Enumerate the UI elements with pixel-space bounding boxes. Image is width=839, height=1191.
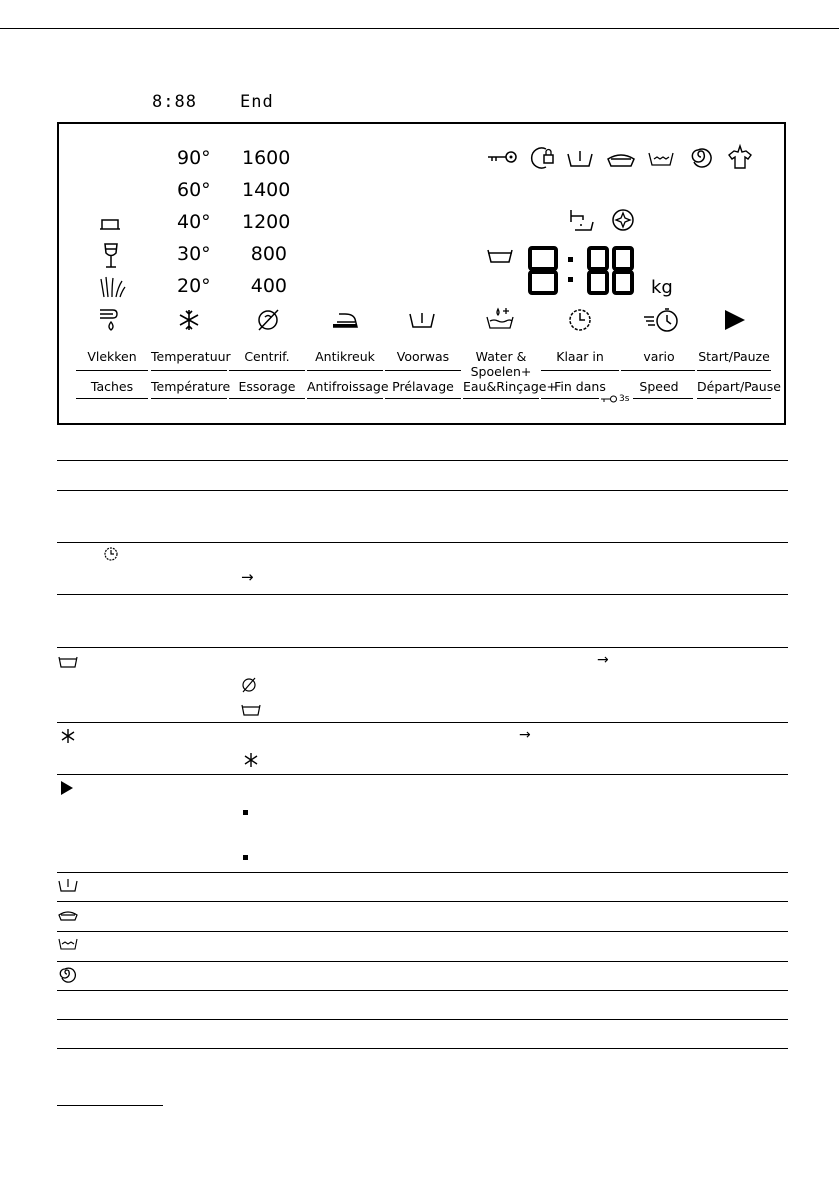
no-spin-icon[interactable]: [256, 308, 280, 332]
snowflake-icon: [243, 752, 259, 768]
prewash-icon: [567, 148, 593, 168]
water-plus-icon: [58, 907, 78, 921]
label-voorwas[interactable]: Voorwas: [396, 349, 450, 364]
rinse-icon: [648, 152, 674, 166]
bullet: [243, 810, 248, 815]
prewash-button-icon[interactable]: [409, 312, 435, 328]
table-rule: [57, 774, 788, 775]
rinse-icon: [58, 938, 78, 950]
underline: [541, 398, 599, 399]
bullet: [243, 855, 248, 860]
underline: [151, 370, 227, 371]
table-rule: [57, 460, 788, 461]
underline: [385, 370, 461, 371]
clock-icon[interactable]: [568, 308, 592, 332]
label-essorage[interactable]: Essorage: [238, 379, 296, 394]
label-temperature[interactable]: Température: [151, 379, 231, 394]
underline: [697, 370, 771, 371]
top-rule: [0, 28, 839, 29]
tub-icon: [487, 249, 513, 263]
label-vlekken[interactable]: Vlekken: [87, 349, 137, 364]
table-rule: [57, 1019, 788, 1020]
shirt-small-icon: [100, 218, 122, 232]
glass-icon: [104, 243, 118, 269]
spin-800[interactable]: 800: [250, 243, 287, 265]
label-eau-rincage[interactable]: Eau&Rinçage+: [463, 379, 557, 394]
underline: [697, 398, 771, 399]
spin-1600[interactable]: 1600: [242, 147, 291, 169]
snowflake-icon[interactable]: [178, 309, 200, 331]
lock-key-small-icon: [601, 395, 617, 403]
temp-90[interactable]: 90°: [177, 147, 211, 169]
table-rule: [57, 647, 788, 648]
prewash-icon: [58, 878, 78, 892]
stain-icon[interactable]: [99, 308, 123, 332]
arrow: →: [597, 652, 609, 668]
temp-60[interactable]: 60°: [177, 179, 211, 201]
tub-icon: [58, 656, 78, 668]
underline: [76, 398, 148, 399]
underline: [307, 370, 383, 371]
speed-clock-icon[interactable]: [643, 307, 679, 333]
child-lock-icon: [530, 146, 556, 170]
underline: [541, 370, 619, 371]
display-digits: [526, 245, 636, 297]
label-vario[interactable]: vario: [643, 349, 675, 364]
underline: [385, 398, 461, 399]
underline: [76, 370, 148, 371]
no-spin-icon: [241, 677, 257, 693]
plus-water-icon[interactable]: [486, 307, 514, 329]
label-klaar-in[interactable]: Klaar in: [556, 349, 604, 364]
underline: [151, 398, 227, 399]
time-readout: 8:88: [152, 92, 197, 112]
table-rule: [57, 722, 788, 723]
spin-icon: [59, 966, 75, 982]
underline: [633, 398, 693, 399]
underline: [229, 398, 305, 399]
snowflake-icon: [60, 728, 76, 744]
label-antikreuk[interactable]: Antikreuk: [315, 349, 375, 364]
table-rule: [57, 1048, 788, 1049]
spin-1200[interactable]: 1200: [242, 211, 291, 233]
label-fin-dans[interactable]: Fin dans: [554, 379, 606, 394]
grass-icon: [100, 275, 126, 299]
underline: [307, 398, 383, 399]
spin-1400[interactable]: 1400: [242, 179, 291, 201]
play-icon[interactable]: [724, 310, 746, 330]
water-plus-icon: [607, 147, 635, 167]
label-speed[interactable]: Speed: [639, 379, 679, 394]
label-water-spoelen[interactable]: Water & Spoelen+: [470, 349, 532, 379]
table-rule: [57, 961, 788, 962]
tub-icon: [241, 704, 261, 716]
table-rule: [57, 490, 788, 491]
table-rule: [57, 594, 788, 595]
label-centrif[interactable]: Centrif.: [244, 349, 290, 364]
label-depart-pauze[interactable]: Départ/Pause: [697, 379, 781, 394]
table-rule: [57, 990, 788, 991]
lock-hint: 3s: [619, 394, 630, 404]
spin-icon: [690, 146, 712, 168]
table-rule: [57, 931, 788, 932]
iron-icon[interactable]: [331, 311, 359, 329]
end-readout: End: [240, 92, 274, 112]
spin-400[interactable]: 400: [250, 275, 287, 297]
underline: [621, 370, 695, 371]
temp-30[interactable]: 30°: [177, 243, 211, 265]
sparkle-icon: [611, 208, 635, 232]
label-temperatuur[interactable]: Temperatuur: [151, 349, 231, 364]
temp-40[interactable]: 40°: [177, 211, 211, 233]
footnote-rule: [57, 1105, 163, 1106]
table-rule: [57, 901, 788, 902]
underline: [229, 370, 305, 371]
table-rule: [57, 872, 788, 873]
key-icon: [488, 150, 518, 164]
label-taches[interactable]: Taches: [90, 379, 134, 394]
arrow: →: [519, 727, 531, 743]
underline: [463, 398, 539, 399]
kg-unit: kg: [651, 277, 673, 298]
table-rule: [57, 542, 788, 543]
label-antifroissage[interactable]: Antifroissage: [307, 379, 389, 394]
arrow: →: [241, 568, 254, 586]
temp-20[interactable]: 20°: [177, 275, 211, 297]
shirt-icon: [728, 143, 752, 169]
clock-icon: [104, 547, 118, 561]
play-icon: [60, 781, 74, 795]
label-start-pauze[interactable]: Start/Pauze: [698, 349, 770, 364]
label-prelavage[interactable]: Prélavage: [392, 379, 454, 394]
tap-icon: [569, 208, 595, 232]
